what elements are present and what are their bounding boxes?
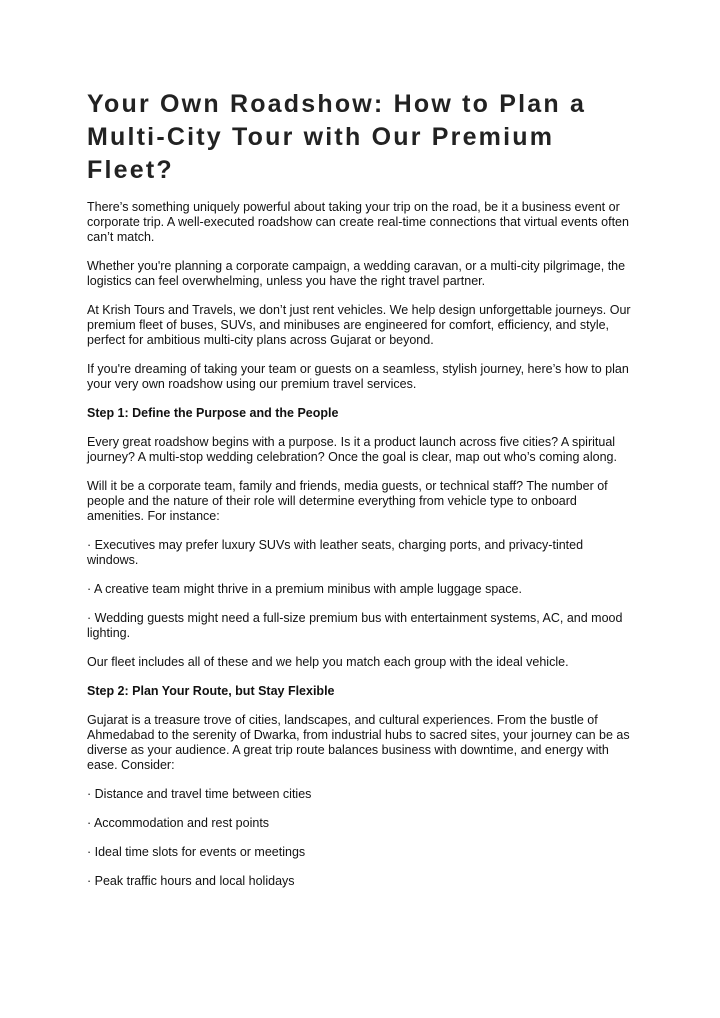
paragraph: Whether you're planning a corporate campaign, a wedding caravan, or a multi-city pilgrimage, the logistics can feel overwhelming, unless you have the right travel partner. xyxy=(87,259,626,288)
paragraph: If you're dreaming of taking your team or guests on a seamless, stylish journey, here’s how to plan your very own roadshow using our premium travel services. xyxy=(87,362,629,391)
bullet-item: · Wedding guests might need a full-size premium bus with entertainment systems, AC, and mood lighting. xyxy=(87,611,623,640)
section-heading-step-1: Step 1: Define the Purpose and the People xyxy=(87,406,339,420)
bullet-item: · Executives may prefer luxury SUVs with leather seats, charging ports, and privacy-tinted windows. xyxy=(87,538,584,567)
bullet-item: · Peak traffic hours and local holidays xyxy=(87,874,295,888)
bullet-item: · A creative team might thrive in a premium minibus with ample luggage space. xyxy=(87,582,522,596)
paragraph: Gujarat is a treasure trove of cities, landscapes, and cultural experiences. From the bustle of Ahmedabad to the serenity of Dwarka, from industrial hubs to sacred sites, your journey can be as diverse as your audience. A great trip route balances business with downtime, and energy with ease. Consider: xyxy=(87,713,630,772)
paragraph: Every great roadshow begins with a purpose. Is it a product launch across five cities? A spiritual journey? A multi-stop wedding celebration? Once the goal is clear, map out who’s coming along. xyxy=(87,435,617,464)
paragraph: Will it be a corporate team, family and friends, media guests, or technical staff? The number of people and the nature of their role will determine everything from vehicle type to onboard amenities. For instance: xyxy=(87,479,608,523)
intro-paragraph: There’s something uniquely powerful about taking your trip on the road, be it a business event or corporate trip. A well-executed roadshow can create real-time connections that virtual events often can’t match. xyxy=(87,200,629,244)
paragraph: At Krish Tours and Travels, we don’t just rent vehicles. We help design unforgettable journeys. Our premium fleet of buses, SUVs, and minibuses are engineered for comfort, efficiency, and style, perfect for ambitious multi-city plans across Gujarat or beyond. xyxy=(87,303,631,347)
bullet-item: · Ideal time slots for events or meetings xyxy=(87,845,306,859)
bullet-item: · Distance and travel time between cities xyxy=(87,787,312,801)
page-title: Your Own Roadshow: How to Plan a Multi-City Tour with Our Premium Fleet? xyxy=(87,90,587,184)
document-page xyxy=(87,88,635,903)
bullet-item: · Accommodation and rest points xyxy=(87,816,270,830)
section-heading-step-2: Step 2: Plan Your Route, but Stay Flexible xyxy=(87,684,335,698)
paragraph: Our fleet includes all of these and we help you match each group with the ideal vehicle. xyxy=(87,655,569,669)
